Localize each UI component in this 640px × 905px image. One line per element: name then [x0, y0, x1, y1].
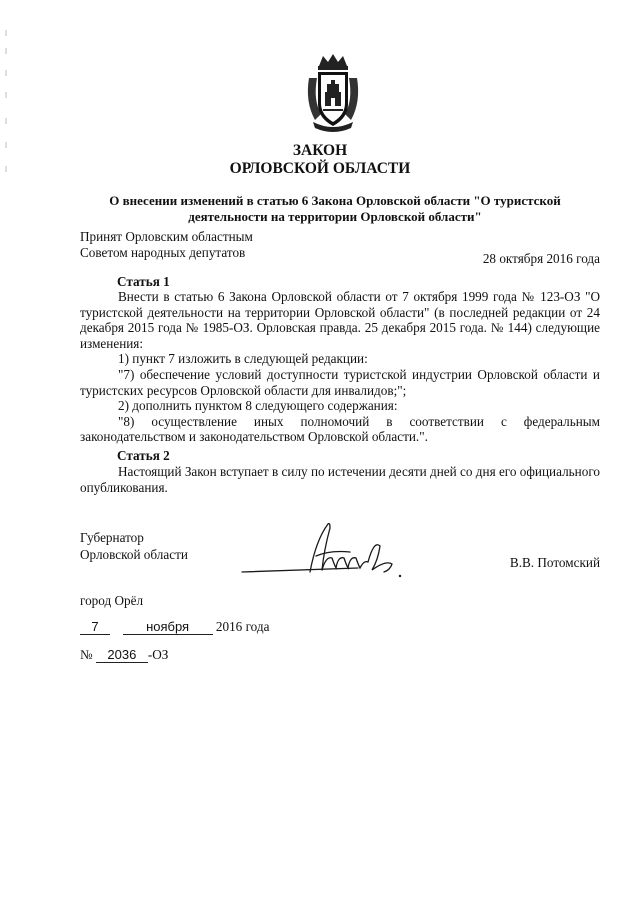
coat-of-arms-icon [305, 52, 361, 132]
law-title: ЗАКОН [292, 142, 348, 159]
article-1-body [80, 289, 600, 445]
article-2-heading: Статья 2 [117, 448, 170, 463]
article-1-quote-1: "7) обеспечение условий доступности туристской индустрии Орловской области и туристских ресурсов Орловской области для инвалидов;"; [80, 366, 600, 398]
signatory-position-line1: Губернатор [80, 530, 144, 545]
region-title: ОРЛОВСКОЙ ОБЛАСТИ [229, 160, 411, 177]
handwritten-signature [240, 520, 410, 580]
number-suffix: -ОЗ [147, 647, 169, 662]
number-prefix: № [80, 647, 93, 662]
article-1-item-1: 1) пункт 7 изложить в следующей редакции: [118, 351, 368, 367]
article-1-intro: Внести в статью 6 Закона Орловской области от 7 октября 1999 года № 123-ОЗ "О туристской деятельности на территории Орловской области" (в последней редакции от 24 декабря 2015 года № 1985-ОЗ. Орловская правда. 25 декабря 2015 года. № 144) следующие изменения: [80, 289, 600, 351]
article-1-item-2: 2) дополнить пунктом 8 следующего содержания: [118, 398, 398, 414]
date-year: 2016 года [215, 619, 270, 634]
city: город Орёл [80, 593, 144, 608]
date-month: ноября [123, 620, 213, 635]
adopted-by-line2: Советом народных депутатов [80, 245, 246, 260]
article-2-text: Настоящий Закон вступает в силу по истечении десяти дней со дня его официального опубликования. [80, 464, 600, 495]
article-2-body [80, 464, 600, 495]
article-1-heading: Статья 1 [117, 274, 170, 289]
adopted-by-line1: Принят Орловским областным [80, 229, 253, 244]
adoption-date: 28 октября 2016 года [482, 251, 600, 266]
signatory-name: В.В. Потомский [509, 555, 600, 570]
date-day: 7 [80, 620, 110, 635]
signing-date [80, 619, 269, 635]
law-subject: О внесении изменений в статью 6 Закона Орловской области "О туристской деятельности на территории Орловской области" [109, 193, 561, 224]
law-number [80, 647, 168, 663]
signatory-position-line2: Орловской области [80, 547, 188, 562]
number-value: 2036 [96, 648, 148, 663]
article-1-quote-2: "8) осуществление иных полномочий в соответствии с федеральным законодательством и законодательством Орловской области.". [80, 413, 600, 445]
